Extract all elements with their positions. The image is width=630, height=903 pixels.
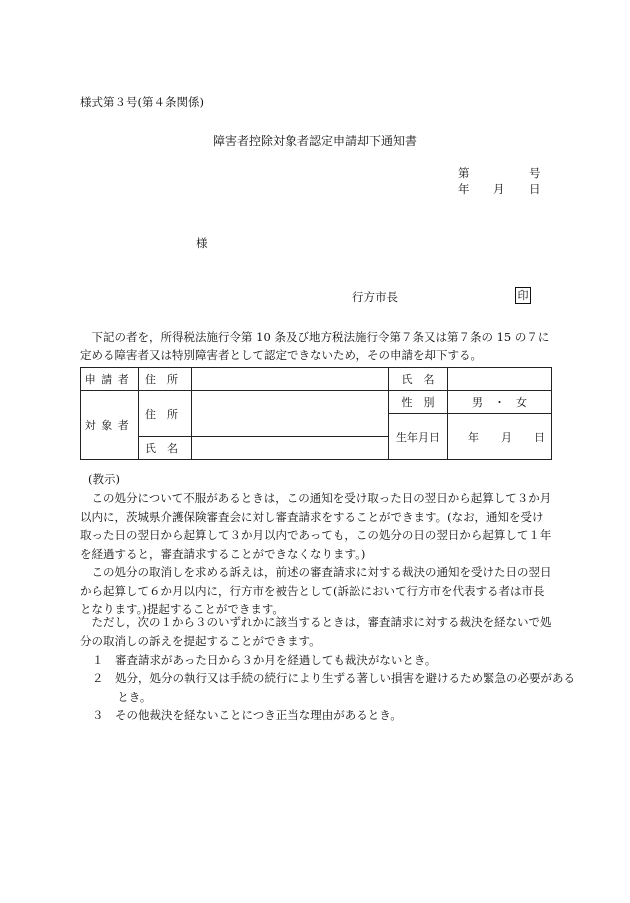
birthdate-label: 生年月日: [389, 414, 448, 460]
applicant-label: 申請者: [81, 368, 139, 391]
form-number: 様式第３号(第４条関係): [80, 95, 204, 109]
instruction-paragraph: ただし，次の１から３のいずれかに該当するときは，審査請求に対する裁決を経ないで処分の取消しの訴えを提起することができます。: [80, 615, 552, 648]
subject-label: 対象者: [81, 391, 139, 460]
subject-name-label: 氏 名: [139, 437, 192, 460]
seal-mark: 印: [515, 287, 531, 304]
sex-label: 性 別: [389, 391, 448, 414]
instruction-paragraph: この処分について不服があるときは，この通知を受け取った日の翌日から起算して３か月以内に，茨城県介護保険審査会に対し審査請求をすることができます。(なお，通知を受け取った日の翌日から起算して３か月以内であっても，この処分の日の翌日から起算して１年を経過すると，審査請求することができなくなります。): [80, 491, 552, 561]
instructions-heading: (教示): [88, 472, 120, 486]
instruction-paragraph: この処分の取消しを求める訴えは，前述の審査請求に対する裁決の通知を受けた日の翌日から起算して６か月以内に，行方市を被告として(訴訟において行方市を代表する者は市長となります。)提起することができます。: [80, 565, 552, 616]
issuer-mayor: 行方市長: [352, 290, 398, 304]
addressee-honorific: 様: [196, 236, 208, 250]
notice-text: 下記の者を，所得税法施行令第 10 条及び地方税法施行令第７条又は第７条の 15 の７に定める障害者又は特別障害者として認定できないため，その申請を却下する。: [80, 330, 550, 362]
document-title: 障害者控除対象者認定申請却下通知書: [212, 134, 417, 148]
birthdate-format: 年 月 日: [448, 414, 552, 460]
instruction-item: ２ 処分，処分の執行又は手続の続行により生ずる著しい損害を避けるため緊急の必要があるとき。: [92, 671, 575, 704]
sex-options: 男 ・ 女: [448, 391, 552, 414]
subject-address-label: 住 所: [139, 391, 192, 437]
instruction-item: ３ その他裁決を経ないことにつき正当な理由があるとき。: [92, 708, 402, 722]
date-year: 年: [458, 182, 470, 196]
subject-name-value: [192, 437, 389, 460]
applicant-table: [80, 367, 552, 460]
subject-address-value: [192, 391, 389, 437]
doc-number-dai: 第: [458, 166, 470, 180]
date-day: 日: [529, 182, 541, 196]
date-month: 月: [493, 182, 505, 196]
applicant-name-value: [448, 368, 552, 391]
doc-number-go: 号: [529, 166, 541, 180]
instruction-item: １ 審査請求があった日から３か月を経過しても裁決がないとき。: [92, 653, 437, 667]
applicant-name-label: 氏 名: [389, 368, 448, 391]
applicant-address-label: 住 所: [139, 368, 192, 391]
applicant-address-value: [192, 368, 389, 391]
